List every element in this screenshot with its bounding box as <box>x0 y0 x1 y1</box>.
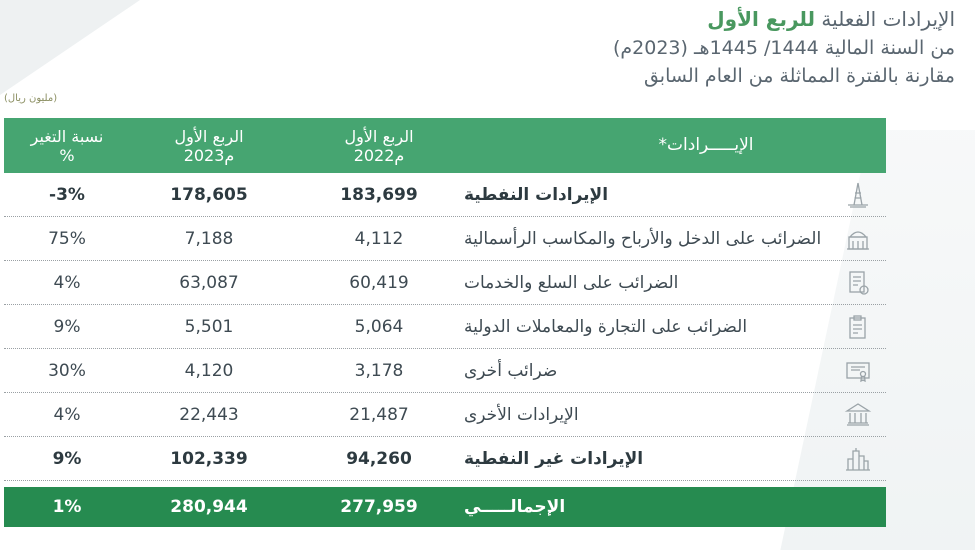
row-q2022: 4,112 <box>354 228 404 249</box>
row-label: الإيرادات النفطية <box>464 184 609 205</box>
row-q2023: 4,120 <box>184 360 234 381</box>
row-q2023: 178,605 <box>170 184 248 205</box>
total-change: 1% <box>52 497 82 517</box>
institution-icon <box>844 401 872 429</box>
row-q2022: 60,419 <box>349 272 409 293</box>
mosque-building-icon <box>844 225 872 253</box>
row-change: 75% <box>48 228 86 249</box>
header-change-unit: % <box>59 145 75 165</box>
row-icon-cell <box>836 437 880 480</box>
row-change: 30% <box>48 360 86 381</box>
row-icon-cell <box>836 393 880 436</box>
row-change: 4% <box>53 272 81 293</box>
table-row <box>4 261 886 305</box>
table-row <box>4 217 886 261</box>
invoice-icon <box>844 269 872 297</box>
row-change: 9% <box>52 448 82 469</box>
table-row <box>4 305 886 349</box>
header-q2022-year: 2022م <box>353 145 405 165</box>
header-q2022-title: الربع الأول <box>344 126 414 146</box>
title-line-1 <box>355 4 955 34</box>
certificate-icon <box>844 357 872 385</box>
row-label: الإيرادات الأخرى <box>464 404 579 425</box>
row-icon-cell <box>836 173 880 216</box>
row-label: الضرائب على السلع والخدمات <box>464 272 679 293</box>
title-bold: للربع الأول <box>707 7 816 31</box>
header-change <box>12 118 122 173</box>
row-q2022: 3,178 <box>354 360 404 381</box>
row-label: ضرائب أخرى <box>464 360 558 381</box>
clipboard-icon <box>844 313 872 341</box>
row-label: الضرائب على الدخل والأرباح والمكاسب الرأسمالية <box>464 228 822 249</box>
page-title <box>355 4 955 90</box>
row-q2023: 5,501 <box>184 316 234 337</box>
title-normal: الإيرادات الفعلية <box>815 7 955 31</box>
row-change: 9% <box>53 316 81 337</box>
row-icon-cell <box>836 217 880 260</box>
total-row <box>4 487 886 527</box>
total-q2023: 280,944 <box>170 497 248 517</box>
table-row <box>4 349 886 393</box>
table-row <box>4 393 886 437</box>
row-label: الإيرادات غير النفطية <box>464 448 644 469</box>
row-q2022: 94,260 <box>346 448 412 469</box>
row-change: -3% <box>49 184 85 205</box>
oil-rig-icon <box>844 181 872 209</box>
table-row <box>4 173 886 217</box>
row-q2023: 22,443 <box>179 404 239 425</box>
header-q2023 <box>124 118 294 173</box>
table-header <box>4 118 886 173</box>
total-q2022: 277,959 <box>340 497 418 517</box>
row-q2023: 102,339 <box>170 448 248 469</box>
unit-label: (مليون ريال) <box>4 93 58 104</box>
city-buildings-icon <box>844 445 872 473</box>
row-icon-cell <box>836 349 880 392</box>
header-change-title: نسبة التغير <box>30 126 104 146</box>
corner-decoration <box>0 0 140 95</box>
row-q2023: 63,087 <box>179 272 239 293</box>
header-q2022 <box>294 118 464 173</box>
header-label: الإيـــــرادات* <box>658 135 754 155</box>
total-label: الإجمالـــــي <box>464 497 566 517</box>
table-row <box>4 437 886 481</box>
header-q2023-year: 2023م <box>183 145 235 165</box>
header-q2023-title: الربع الأول <box>174 126 244 146</box>
row-icon-cell <box>836 305 880 348</box>
row-q2023: 7,188 <box>184 228 234 249</box>
row-q2022: 5,064 <box>354 316 404 337</box>
row-change: 4% <box>53 404 81 425</box>
title-line-2: من السنة المالية 1444/ 1445هـ (2023م) <box>612 37 955 59</box>
row-q2022: 21,487 <box>349 404 409 425</box>
revenue-table <box>4 118 886 527</box>
row-label: الضرائب على التجارة والمعاملات الدولية <box>464 316 748 337</box>
row-q2022: 183,699 <box>340 184 418 205</box>
row-icon-cell <box>836 261 880 304</box>
title-line-3: مقارنة بالفترة المماثلة من العام السابق <box>643 65 955 87</box>
